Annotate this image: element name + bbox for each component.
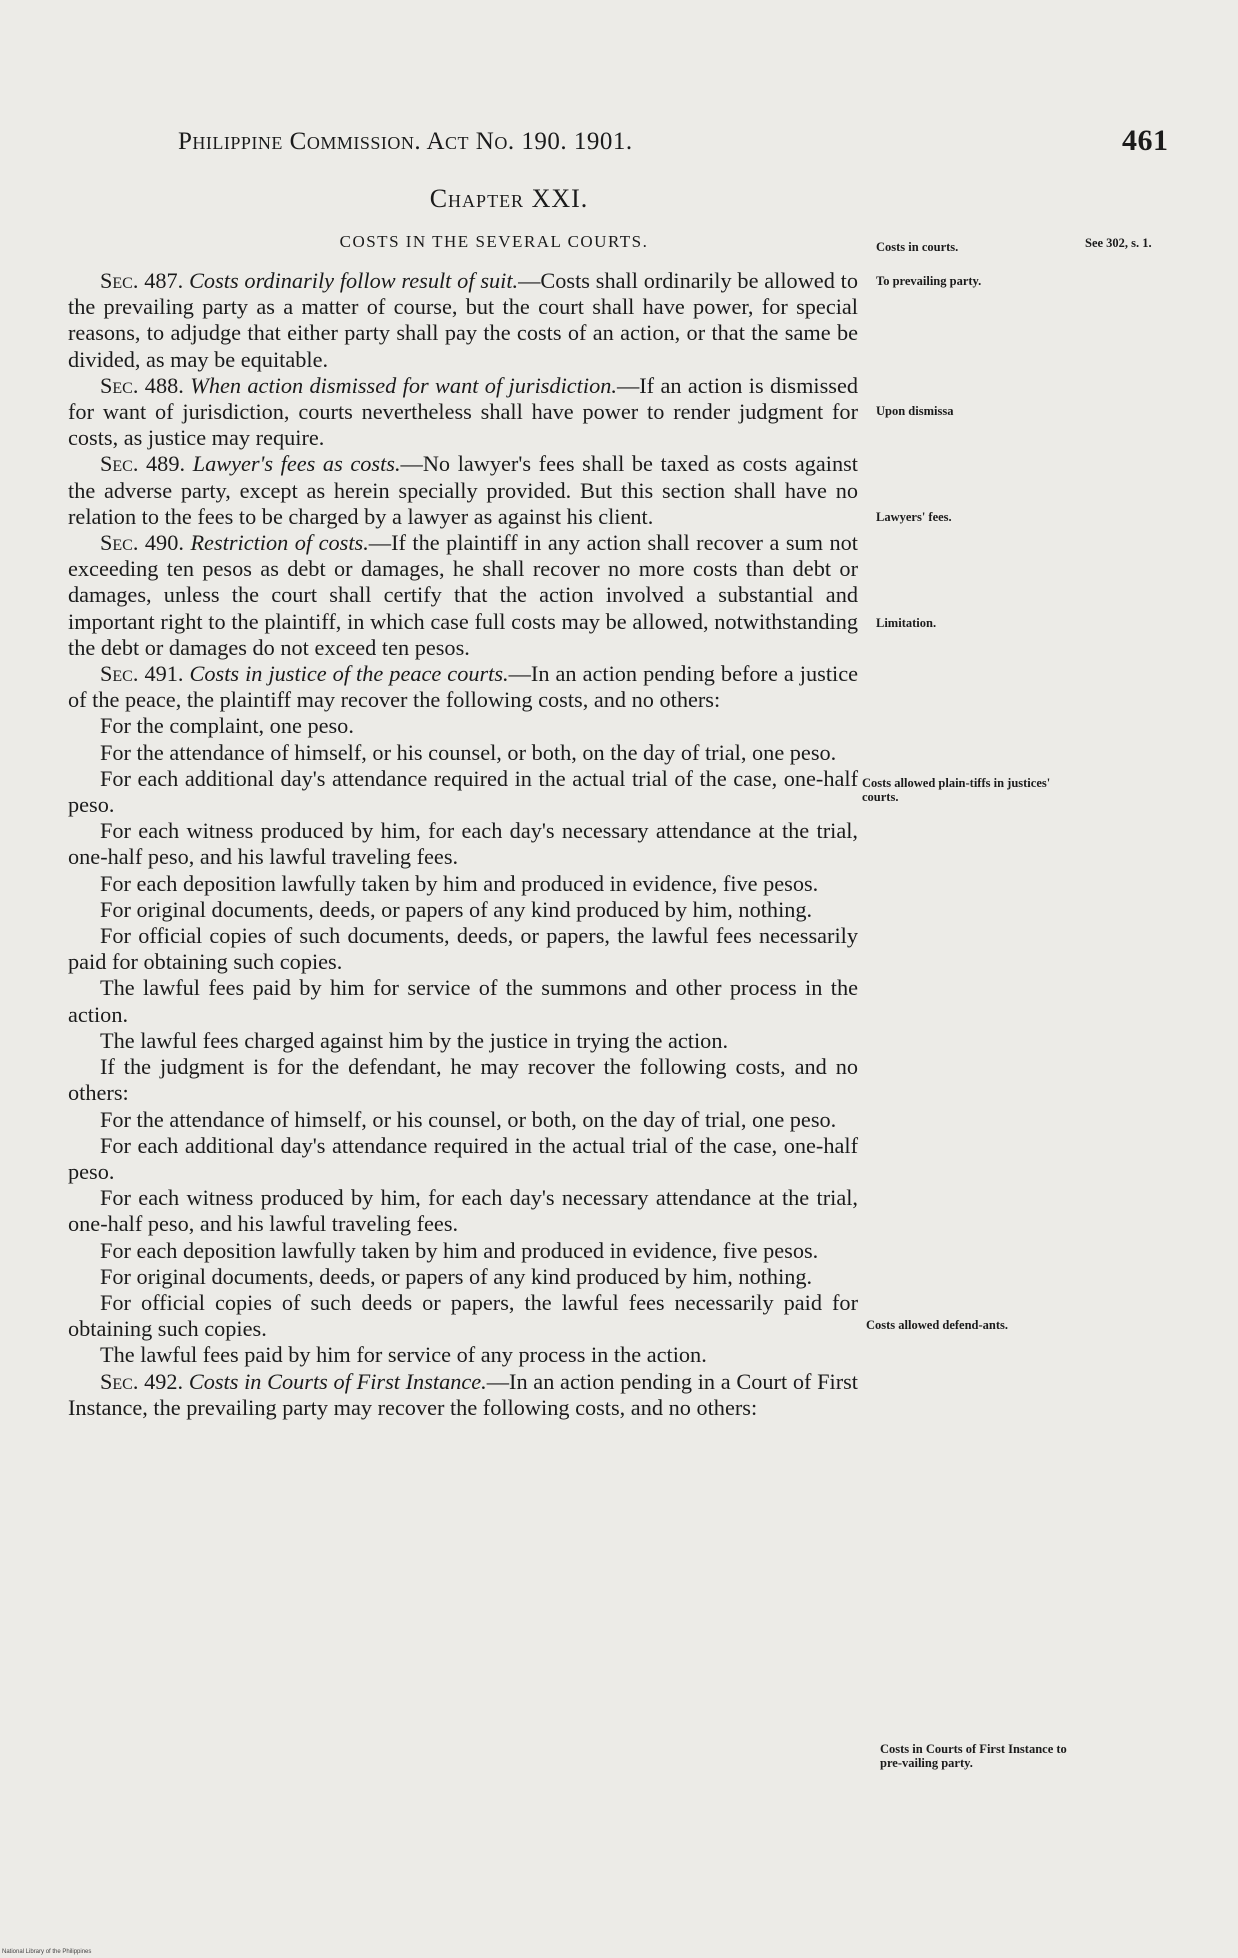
section-492 <box>68 1369 858 1421</box>
defendant-intro: If the judgment is for the defendant, he may recover the following costs, and no others: <box>68 1054 858 1106</box>
plaintiff-item: For each witness produced by him, for each day's necessary attendance at the trial, one-half peso, and his lawful traveling fees. <box>68 818 858 870</box>
section-text: —If the plaintiff in any action shall recover a sum not exceeding ten pesos as debt or damages, he shall recover no more costs than debt or damages, unless the court shall certify that the action involved a substantial and important right to the plaintiff, in which case full costs may be allowed, notwithstanding the debt or damages do not exceed ten pesos. <box>68 530 859 660</box>
plaintiff-item: For each deposition lawfully taken by him and produced in evidence, five pesos. <box>100 870 819 896</box>
section-491 <box>68 661 858 713</box>
body-text <box>68 268 858 1421</box>
margin-note-defendant-costs: Costs allowed defend-ants. <box>866 1318 1009 1332</box>
margin-note-upon-dismissal: Upon dismissa <box>876 404 954 418</box>
margin-note-limitation: Limitation. <box>876 616 937 630</box>
plaintiff-item: For original documents, deeds, or papers of any kind produced by him, nothing. <box>100 896 813 922</box>
section-number: Sec. 489. <box>100 451 186 477</box>
chapter-subheading: COSTS IN THE SEVERAL COURTS. <box>339 232 649 251</box>
section-number: Sec. 487. <box>100 268 184 293</box>
cross-reference: See 302, s. 1. <box>1085 236 1152 250</box>
defendant-item: For each deposition lawfully taken by him and produced in evidence, five pesos. <box>100 1237 819 1263</box>
defendant-item: For original documents, deeds, or papers of any kind produced by him, nothing. <box>100 1263 813 1289</box>
section-488 <box>68 373 858 452</box>
section-title: Costs in Courts of First Instance. <box>188 1368 487 1394</box>
section-text: —No lawyer's fees shall be taxed as costs against the adverse party, except as herein specially provided. But this section shall have no relation to the fees to be charged by a lawyer as against his client. <box>68 451 859 529</box>
section-490 <box>68 530 858 661</box>
section-title: Restriction of costs. <box>190 530 369 556</box>
section-title: Costs in justice of the peace courts. <box>189 661 509 687</box>
defendant-item: For official copies of such deeds or papers, the lawful fees necessarily paid for obtaining such copies. <box>68 1289 858 1342</box>
section-title: Costs ordinarily follow result of suit. <box>189 268 519 293</box>
section-489 <box>68 451 858 530</box>
plaintiff-item: The lawful fees paid by him for service of the summons and other process in the action. <box>68 975 858 1027</box>
section-number: Sec. 492. <box>100 1368 184 1394</box>
section-title: Lawyer's fees as costs. <box>192 451 401 477</box>
defendant-item: For each additional day's attendance required in the actual trial of the case, one-half peso. <box>68 1132 858 1184</box>
plaintiff-item: For each additional day's attendance required in the actual trial of the case, one-half peso. <box>68 765 858 818</box>
section-text: —In an action pending before a justice of the peace, the plaintiff may recover the following costs, and no others: <box>68 661 859 713</box>
plaintiff-item: The lawful fees charged against him by the justice in trying the action. <box>100 1027 729 1053</box>
section-number: Sec. 491. <box>100 661 184 687</box>
defendant-item: The lawful fees paid by him for service of any process in the action. <box>100 1342 707 1368</box>
defendant-item: For the attendance of himself, or his counsel, or both, on the day of trial, one peso. <box>100 1106 837 1132</box>
section-number: Sec. 490. <box>100 530 184 556</box>
chapter-heading: Chapter XXI. <box>429 184 589 213</box>
margin-note-lawyers-fees: Lawyers' fees. <box>876 510 952 524</box>
section-text: —Costs shall ordinarily be allowed to the prevailing party as a matter of course, but the court shall have power, for special reasons, to adjudge that either party shall pay the costs of an action, or that the same be divided, as may be equitable. <box>68 268 859 372</box>
running-head: Philippine Commission. Act No. 190. 1901. <box>178 128 633 155</box>
plaintiff-item: For official copies of such documents, deeds, or papers, the lawful fees necessarily paid for obtaining such copies. <box>68 923 858 975</box>
library-footer: National Library of the Philippines <box>2 1949 92 1955</box>
margin-note-prevailing-party: To prevailing party. <box>876 274 982 288</box>
section-487 <box>68 268 858 373</box>
page-number: 461 <box>1122 124 1169 157</box>
margin-note-first-instance-costs: Costs in Courts of First Instance to pre-vailing party. <box>880 1742 1067 1770</box>
margin-note-plaintiff-costs: Costs allowed plain-tiffs in justices' courts. <box>862 776 1051 804</box>
plaintiff-item: For the complaint, one peso. <box>100 713 354 739</box>
section-title: When action dismissed for want of jurisdiction. <box>190 372 617 398</box>
section-text: —In an action pending in a Court of First Instance, the prevailing party may recover the following costs, and no others: <box>68 1368 858 1420</box>
plaintiff-item: For the attendance of himself, or his counsel, or both, on the day of trial, one peso. <box>100 739 837 765</box>
section-number: Sec. 488. <box>100 372 184 398</box>
defendant-item: For each witness produced by him, for each day's necessary attendance at the trial, one-half peso, and his lawful traveling fees. <box>68 1185 858 1237</box>
section-text: —If an action is dismissed for want of jurisdiction, courts nevertheless shall have power to render judgment for costs, as justice may require. <box>68 372 859 451</box>
margin-note-costs-in-courts: Costs in courts. <box>876 240 959 254</box>
